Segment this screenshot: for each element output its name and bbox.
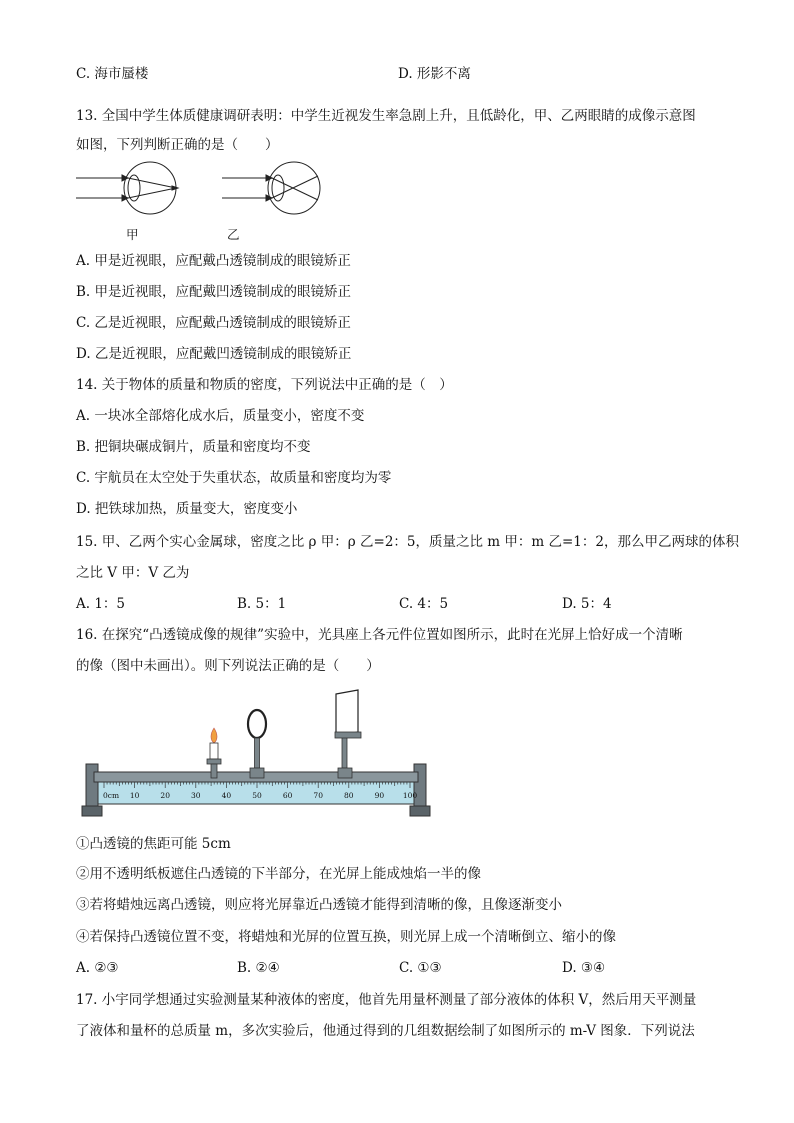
q16-statement-3: ③若将蜡烛远离凸透镜，则应将光屏靠近凸透镜才能得到清晰的像，且像逐渐变小 (76, 897, 562, 913)
ruler-tick-label: 30 (191, 791, 201, 800)
q15-option-a: A. 1：5 (76, 596, 126, 612)
light-screen (335, 690, 361, 778)
q17-stem-line1: 17. 小宇同学想通过实验测量某种液体的密度，他首先用量杯测量了部分液体的体积 V，然后用天平测量 (76, 992, 697, 1008)
q15-option-d: D. 5：4 (562, 596, 612, 612)
q15-option-b: B. 5：1 (237, 596, 287, 612)
ruler-tick-label: 50 (252, 791, 262, 800)
candle (207, 728, 221, 778)
q13-option-b: B. 甲是近视眼，应配戴凹透镜制成的眼镜矫正 (76, 284, 352, 300)
ruler-tick-label: 40 (221, 791, 232, 800)
q13-option-a: A. 甲是近视眼，应配戴凸透镜制成的眼镜矫正 (76, 253, 351, 269)
eye-label-yi: 乙 (227, 227, 240, 242)
q16-stem-line2: 的像（图中未画出）。则下列说法正确的是（ ） (76, 658, 380, 674)
q16-option-d: D. ③④ (562, 960, 606, 976)
q12-option-c: C. 海市蜃楼 (76, 66, 149, 82)
ruler-tick-label: 100 (402, 791, 418, 800)
q13-stem-line2: 如图，下列判断正确的是（ ） (76, 137, 279, 153)
eye-diagram-yi (222, 162, 320, 214)
q14-stem: 14. 关于物体的质量和物质的密度，下列说法中正确的是（ ） (76, 377, 453, 393)
q14-option-a: A. 一块冰全部熔化成水后，质量变小，密度不变 (76, 408, 365, 424)
ruler-tick-label: 10 (129, 791, 140, 800)
ruler-tick-label: 20 (160, 791, 170, 800)
ruler-tick-label: 60 (282, 791, 293, 800)
q16-statement-2: ②用不透明纸板遮住凸透镜的下半部分，在光屏上能成烛焰一半的像 (76, 866, 481, 882)
q17-stem-line2: 了液体和量杯的总质量 m，多次实验后，他通过得到的几组数据绘制了如图所示的 m-V 图象．下列说法 (76, 1023, 695, 1039)
q16-option-a: A. ②③ (76, 960, 119, 976)
eye-diagram-jia (76, 162, 178, 214)
eye-diagram-figure (76, 160, 336, 240)
q13-option-d: D. 乙是近视眼，应配戴凹透镜制成的眼镜矫正 (76, 346, 352, 362)
optical-bench-figure (76, 688, 436, 818)
eye-label-jia: 甲 (126, 227, 139, 242)
ruler-tick-label: 90 (374, 791, 385, 800)
q16-option-c: C. ①③ (399, 960, 442, 976)
q15-stem-line1: 15. 甲、乙两个实心金属球，密度之比 ρ 甲：ρ 乙=2：5，质量之比 m 甲：m 乙=1：2，那么甲乙两球的体积 (76, 534, 739, 550)
q14-option-c: C. 宇航员在太空处于失重状态，故质量和密度均为零 (76, 470, 392, 486)
q13-stem-line1: 13. 全国中学生体质健康调研表明：中学生近视发生率急剧上升，且低龄化，甲、乙两眼睛的成像示意图 (76, 108, 696, 124)
q16-statement-4: ④若保持凸透镜位置不变，将蜡烛和光屏的位置互换，则光屏上成一个清晰倒立、缩小的像 (76, 929, 616, 945)
q15-option-c: C. 4：5 (399, 596, 449, 612)
q14-option-d: D. 把铁球加热，质量变大，密度变小 (76, 501, 298, 517)
q16-option-b: B. ②④ (237, 960, 280, 976)
q16-statement-1: ①凸透镜的焦距可能 5cm (76, 836, 231, 852)
q16-stem-line1: 16. 在探究“凸透镜成像的规律”实验中，光具座上各元件位置如图所示，此时在光屏上恰好成一个清晰 (76, 627, 683, 643)
q12-option-d: D. 形影不离 (398, 66, 471, 82)
ruler-tick-label: 0cm (103, 791, 120, 800)
convex-lens (248, 710, 266, 778)
q14-option-b: B. 把铜块碾成铜片，质量和密度均不变 (76, 439, 311, 455)
ruler-tick-label: 80 (344, 791, 354, 800)
q15-stem-line2: 之比 V 甲：V 乙为 (76, 565, 190, 581)
q13-option-c: C. 乙是近视眼，应配戴凸透镜制成的眼镜矫正 (76, 315, 351, 331)
ruler-tick-label: 70 (313, 791, 323, 800)
